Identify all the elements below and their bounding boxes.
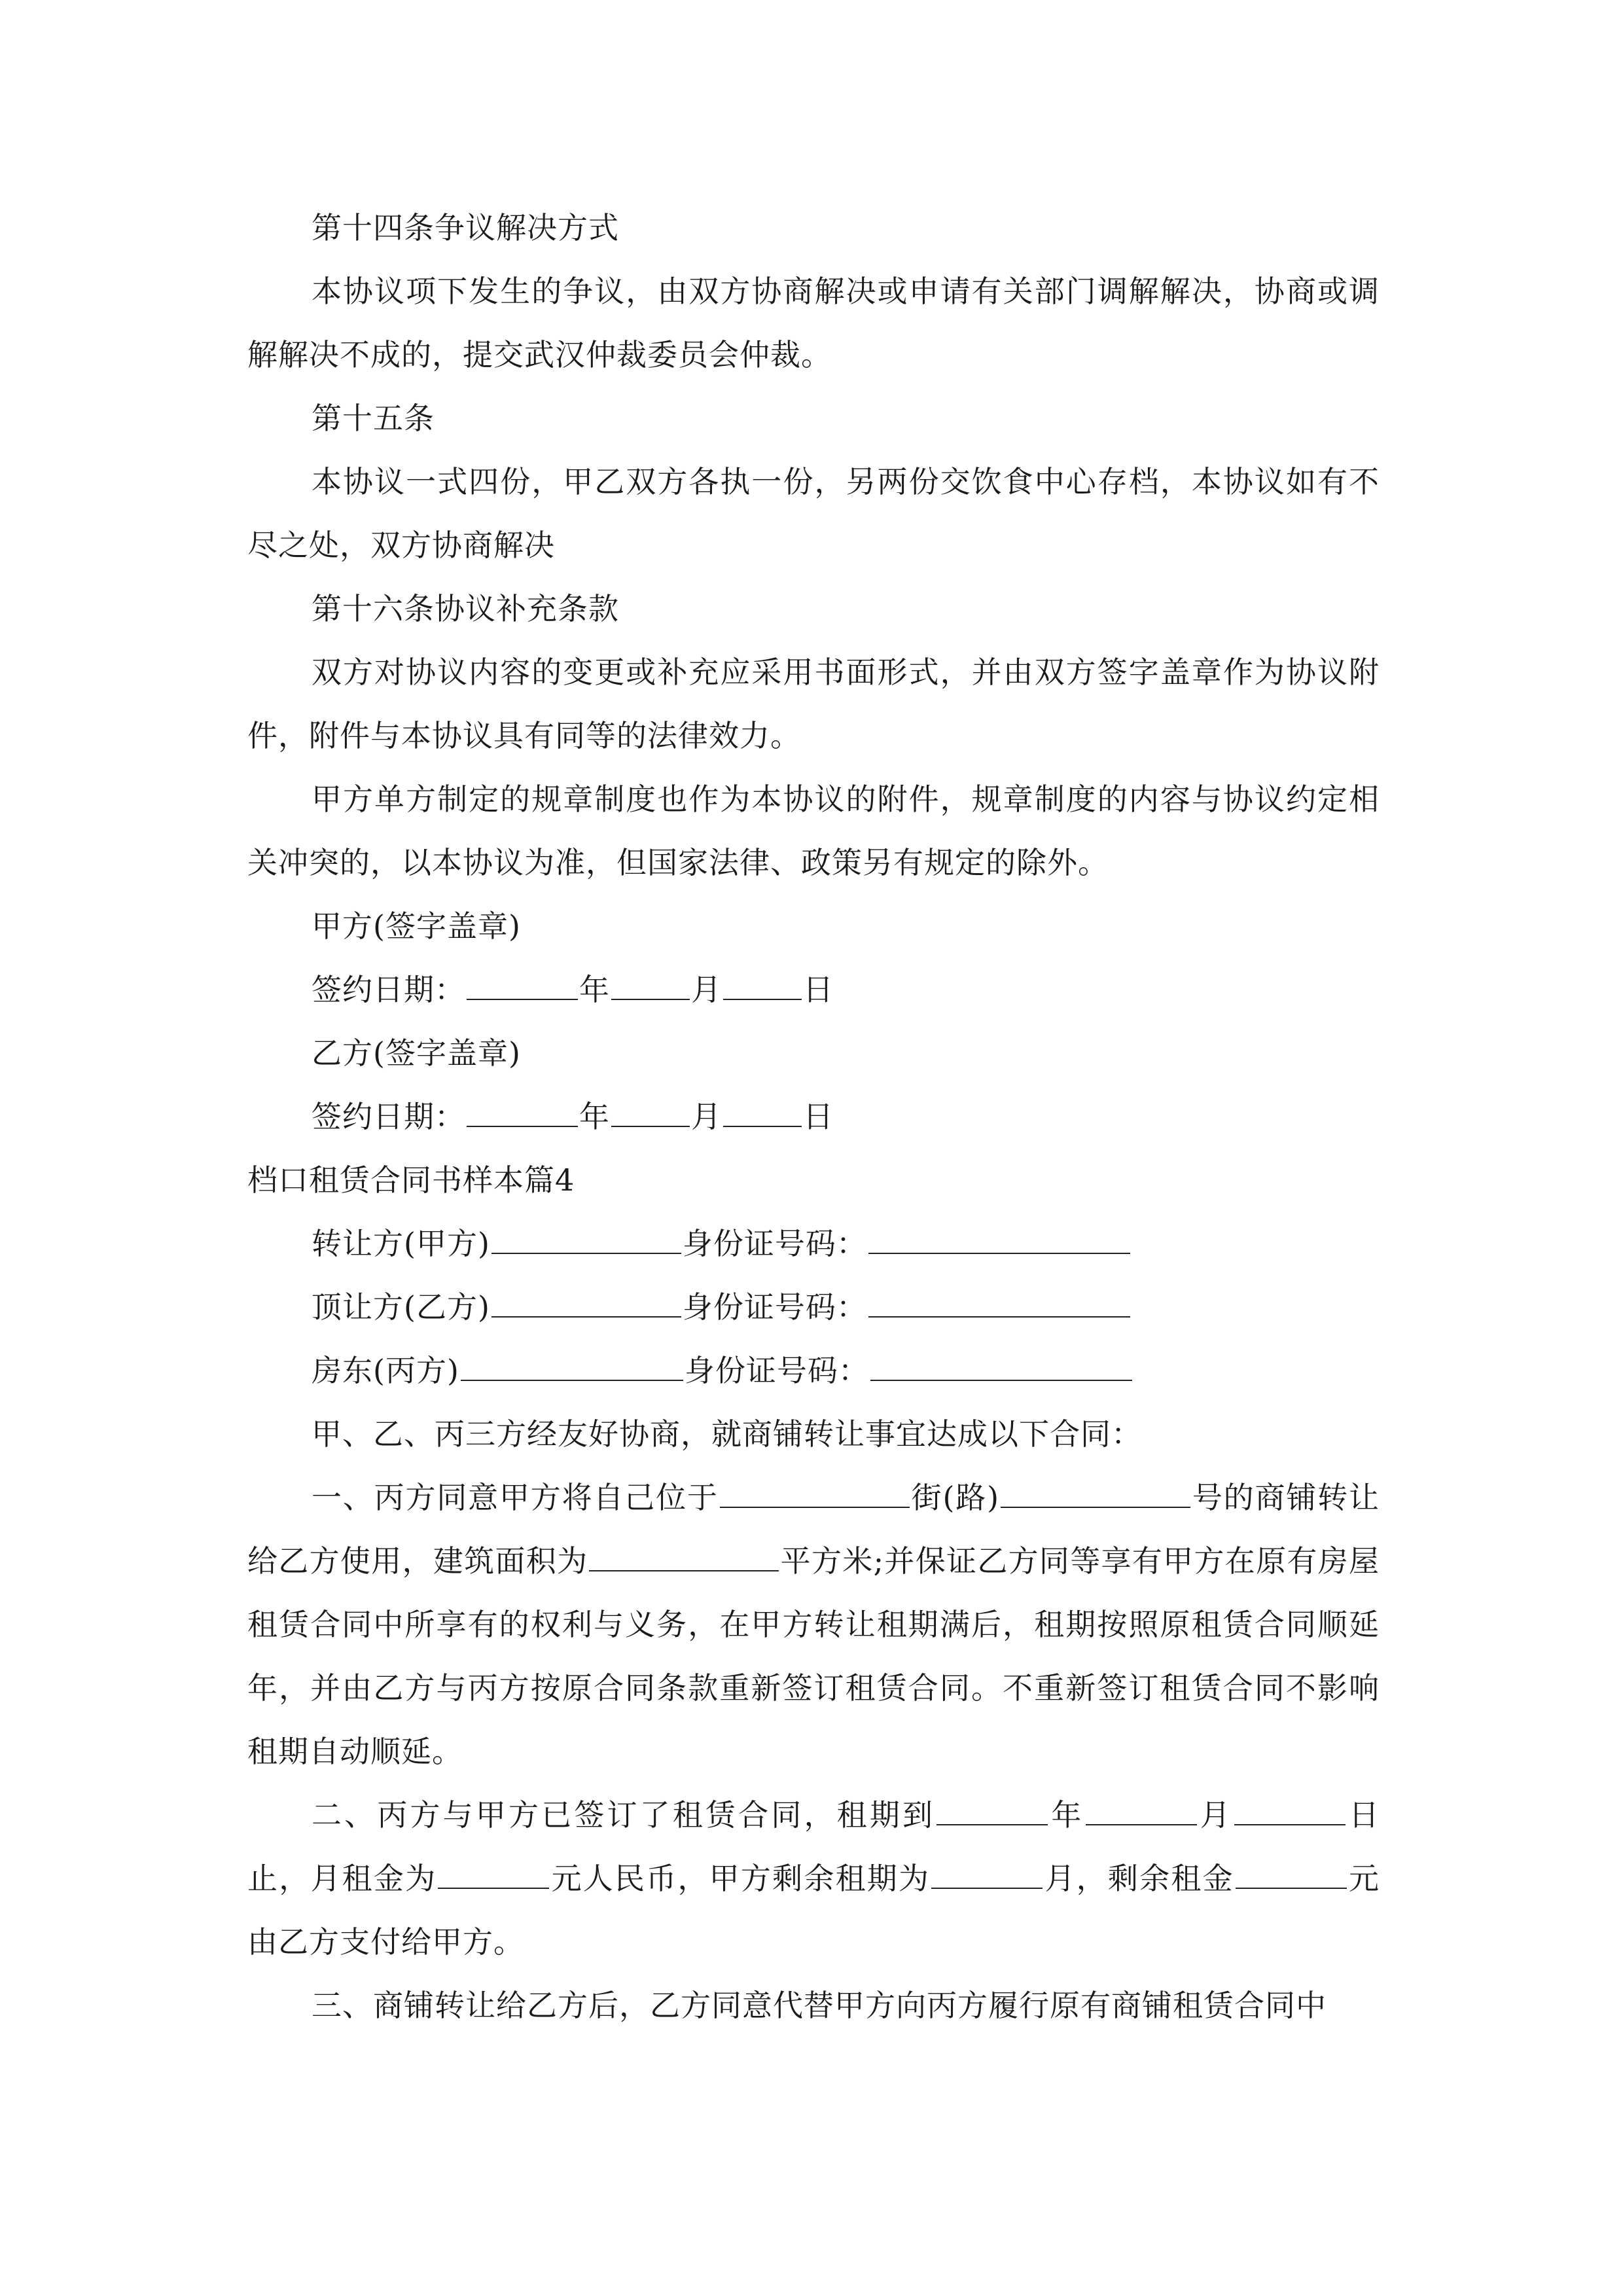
clause-2-text-c: 月 xyxy=(1198,1797,1233,1833)
day-blank xyxy=(723,1100,802,1127)
id-label: 身份证号码： xyxy=(682,1289,867,1325)
party-role: 房东(丙方) xyxy=(312,1353,459,1388)
number-blank xyxy=(1001,1480,1190,1508)
sign-date-label: 签约日期： xyxy=(312,1099,465,1134)
contract-body xyxy=(247,196,1380,2037)
name-blank xyxy=(491,1227,681,1254)
clause-1-text-b: 街(路) xyxy=(910,1480,1000,1515)
year-label: 年 xyxy=(579,972,610,1007)
sign-date-line-2 xyxy=(247,1085,1380,1149)
party-a-signature: 甲方(签字盖章) xyxy=(312,908,521,944)
rent-blank xyxy=(438,1861,549,1889)
year-label: 年 xyxy=(579,1099,610,1134)
year-blank xyxy=(936,1798,1048,1825)
remaining-term-blank xyxy=(931,1861,1043,1889)
party-role: 转让方(甲方) xyxy=(312,1226,490,1261)
article-15-heading: 第十五条 xyxy=(312,401,435,436)
month-blank xyxy=(611,973,690,1000)
sign-date-label: 签约日期： xyxy=(312,972,465,1007)
id-label: 身份证号码： xyxy=(682,1226,867,1261)
remaining-rent-blank xyxy=(1236,1861,1347,1889)
sign-date-line-1 xyxy=(247,958,1380,1022)
section-title: 档口租赁合同书样本篇4 xyxy=(247,1162,575,1198)
month-blank xyxy=(1086,1798,1197,1825)
year-blank xyxy=(467,973,578,1000)
month-blank xyxy=(611,1100,690,1127)
day-blank xyxy=(1234,1798,1346,1825)
clause-2-text-b: 年 xyxy=(1049,1797,1084,1833)
id-label: 身份证号码： xyxy=(684,1353,869,1388)
name-blank xyxy=(491,1290,681,1318)
day-blank xyxy=(723,973,802,1000)
clause-1-text-c: 号的商铺转让给乙方使用，建筑面积为 xyxy=(247,1480,1380,1579)
party-role: 顶让方(乙方) xyxy=(312,1289,490,1325)
clause-3: 三、商铺转让给乙方后，乙方同意代替甲方向丙方履行原有商铺租赁合同中 xyxy=(312,1988,1327,2023)
month-label: 月 xyxy=(691,972,722,1007)
name-blank xyxy=(461,1354,683,1381)
article-14-text: 本协议项下发生的争议，由双方协商解决或申请有关部门调解解决，协商或调解解决不成的，提交武汉仲裁委员会仲裁。 xyxy=(247,274,1380,372)
article-16-text-1: 双方对协议内容的变更或补充应采用书面形式，并由双方签字盖章作为协议附件，附件与本协议具有同等的法律效力。 xyxy=(247,655,1380,753)
month-label: 月 xyxy=(691,1099,722,1134)
article-16-heading: 第十六条协议补充条款 xyxy=(312,591,619,626)
contract-intro: 甲、乙、丙三方经友好协商，就商铺转让事宜达成以下合同： xyxy=(312,1416,1142,1452)
day-label: 日 xyxy=(803,972,834,1007)
article-15-text: 本协议一式四份，甲乙双方各执一份，另两份交饮食中心存档，本协议如有不尽之处，双方协商解决 xyxy=(247,464,1380,563)
party-line-transferee xyxy=(247,1276,1380,1339)
clause-2 xyxy=(247,1784,1380,1974)
clause-1-text-d: 平方米;并保证乙方同等享有甲方在原有房屋租赁合同中所享有的权利与义务，在甲方转让租期满后，租期按照原租赁合同顺延年，并由乙方与丙方按原合同条款重新签订租赁合同。不重新签订租赁合同不影响租期自动顺延。 xyxy=(247,1543,1380,1769)
clause-2-text-e: 元人民币，甲方剩余租期为 xyxy=(550,1861,931,1896)
day-label: 日 xyxy=(803,1099,834,1134)
article-14-heading: 第十四条争议解决方式 xyxy=(312,210,619,245)
clause-2-text-f: 月，剩余租金 xyxy=(1044,1861,1234,1896)
party-line-transferor xyxy=(247,1212,1380,1276)
id-blank xyxy=(868,1227,1130,1254)
id-blank xyxy=(868,1290,1130,1318)
party-b-signature: 乙方(签字盖章) xyxy=(312,1035,521,1071)
area-blank xyxy=(589,1544,779,1571)
clause-2-text-a: 二、丙方与甲方已签订了租赁合同，租期到 xyxy=(312,1797,936,1833)
article-16-text-2: 甲方单方制定的规章制度也作为本协议的附件，规章制度的内容与协议约定相关冲突的，以本协议为准，但国家法律、政策另有规定的除外。 xyxy=(247,781,1380,880)
party-line-landlord xyxy=(247,1339,1380,1403)
id-blank xyxy=(870,1354,1132,1381)
year-blank xyxy=(467,1100,578,1127)
clause-1 xyxy=(247,1466,1380,1784)
location-blank xyxy=(720,1480,910,1508)
clause-2-text-g: 元由乙方支付给甲方。 xyxy=(247,1861,1380,1960)
clause-2-text-d: 日止，月租金为 xyxy=(247,1797,1380,1896)
clause-1-text-a: 一、丙方同意甲方将自己位于 xyxy=(312,1480,719,1515)
